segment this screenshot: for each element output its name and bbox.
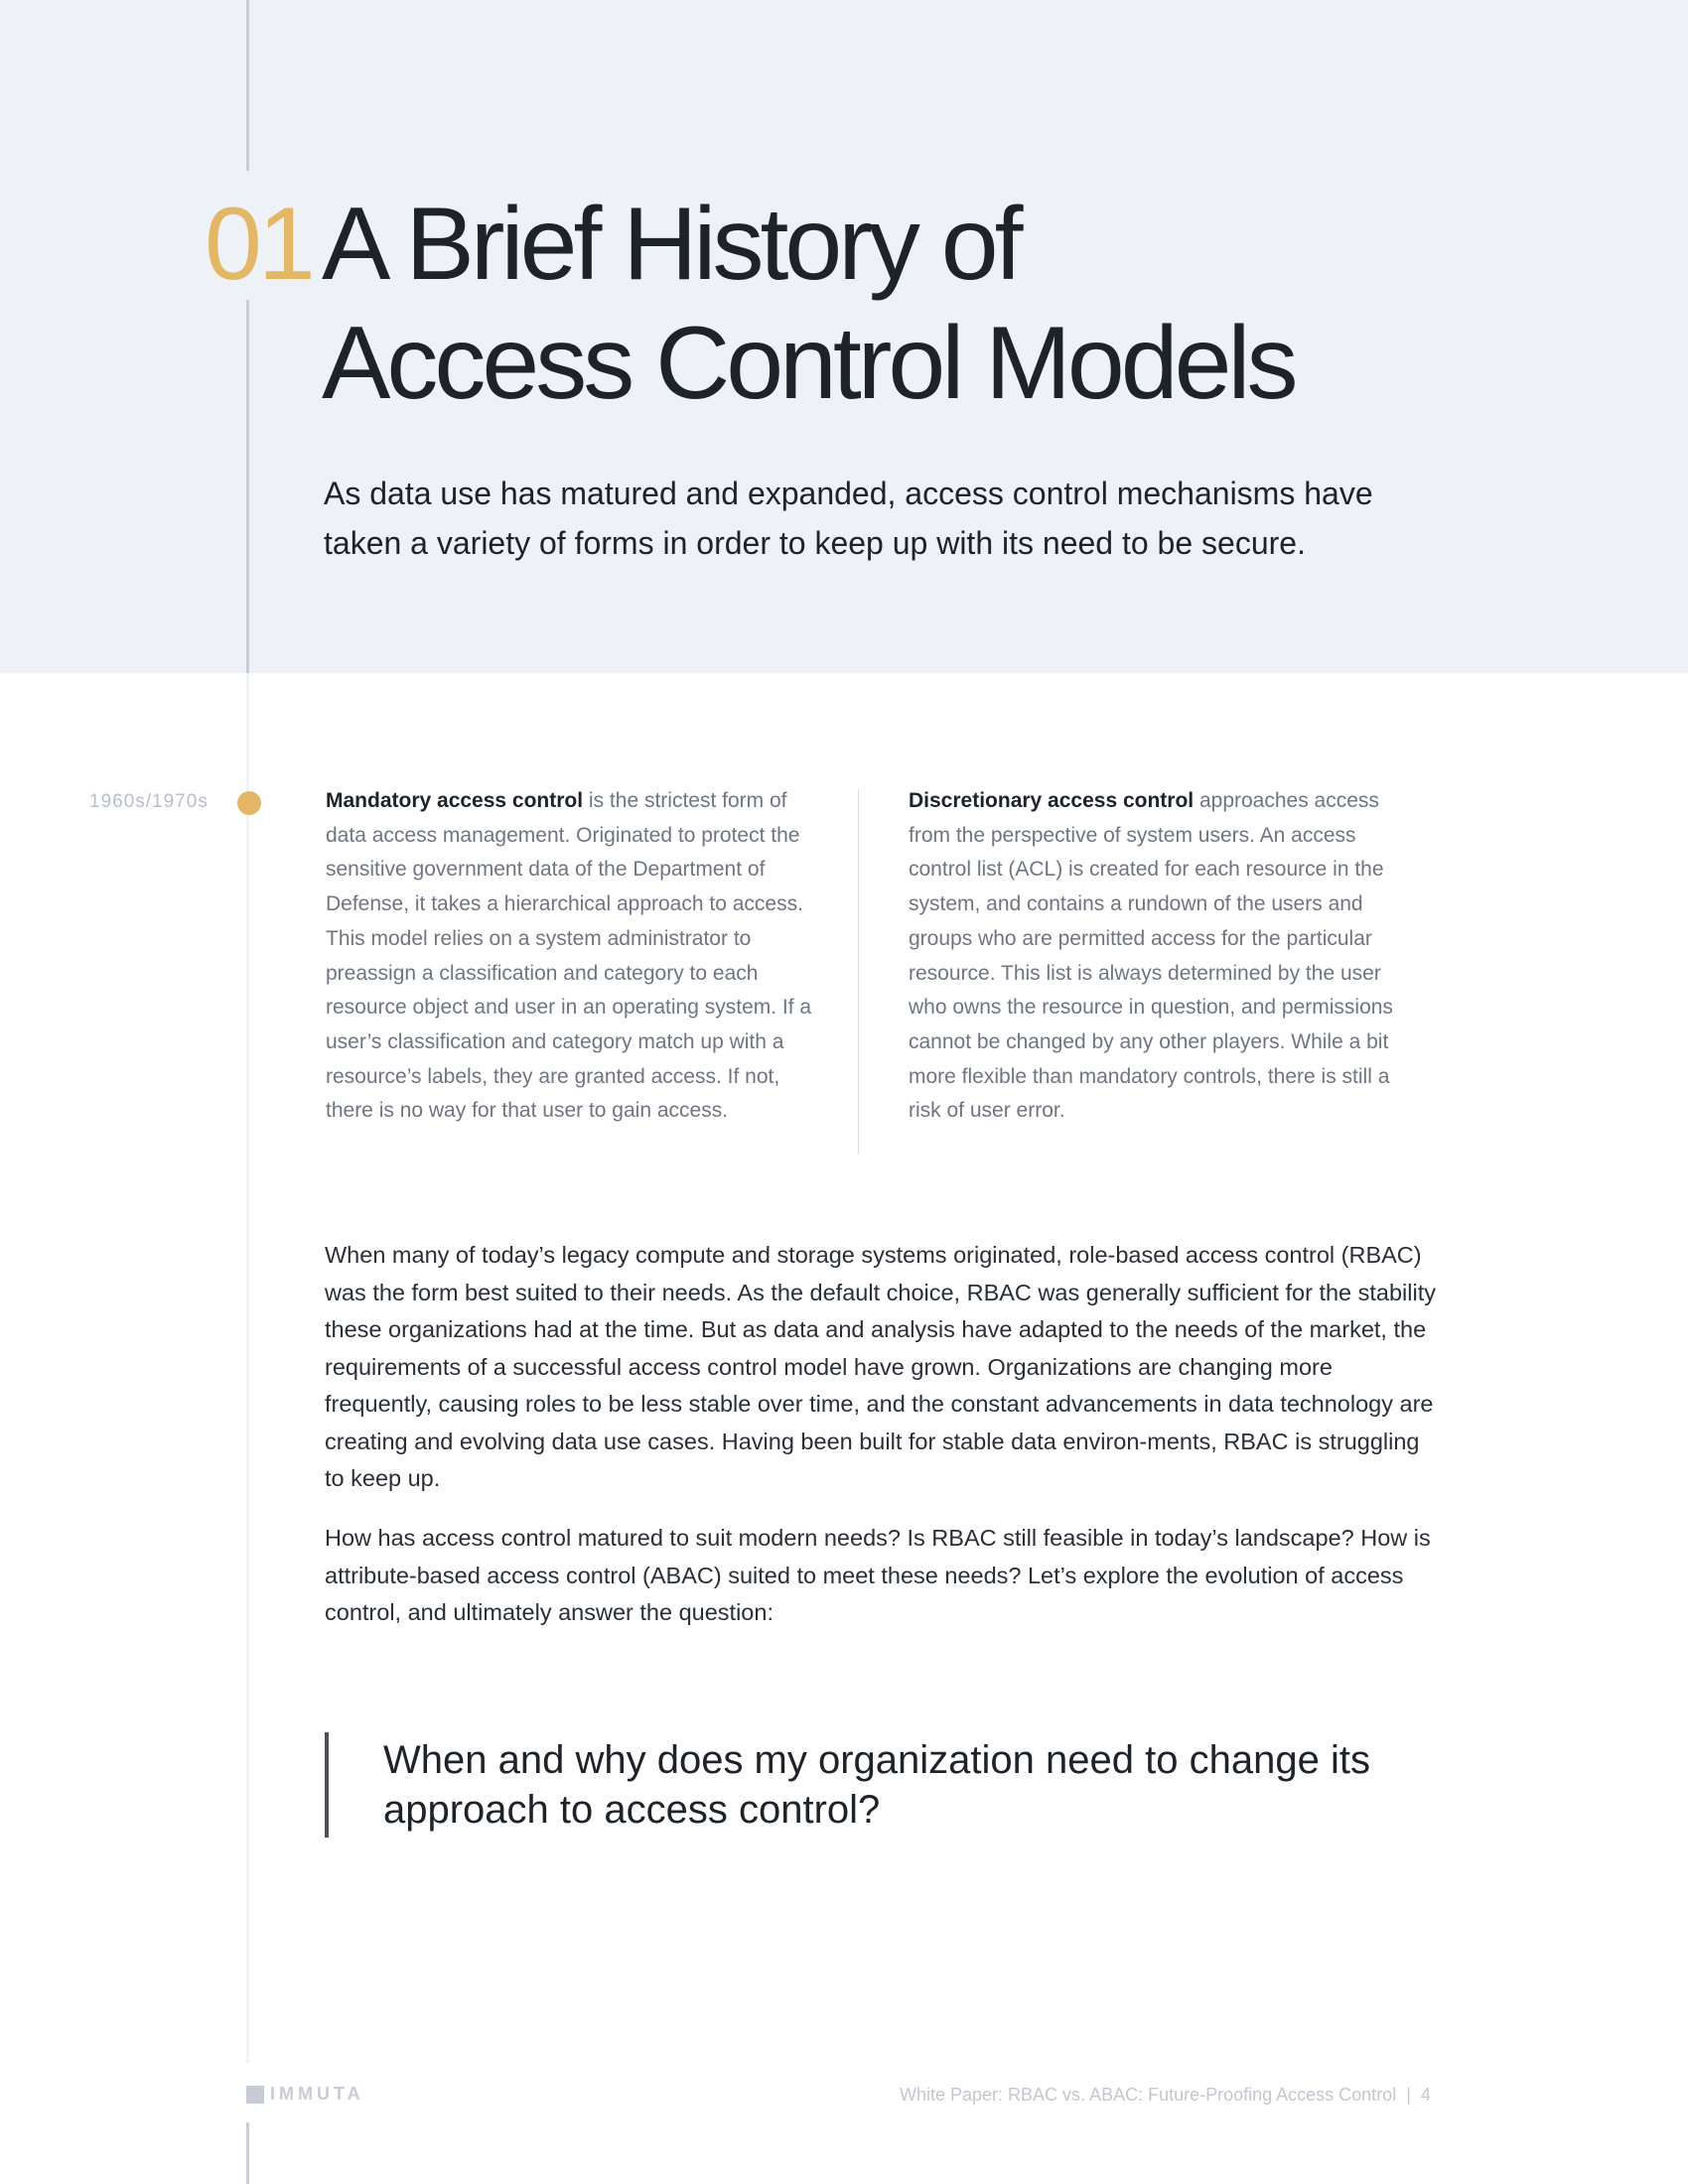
title-line-2: Access Control Models	[322, 306, 1295, 421]
column-text: approaches access from the perspective of system users. An access control list (ACL) is created for each resource in the system, and contains a rundown of the users and groups who are permitted access for the particular resource. This list is always determined by the user who owns the resource in question, and permissions cannot be changed by any other players. While a bit more flexible than mandatory controls, there is still a risk of user error.	[909, 789, 1393, 1123]
column-divider	[858, 789, 859, 1155]
timeline-dot	[237, 791, 261, 815]
column-discretionary-access-control	[909, 784, 1395, 1129]
chapter-number: 01	[205, 187, 312, 302]
title-line-1: A Brief History of	[322, 187, 1020, 302]
pull-quote-bar	[325, 1732, 329, 1838]
timeline-line-body	[246, 673, 249, 2063]
body-paragraph-1: When many of today’s legacy compute and storage systems originated, role-based access control (RBAC) was the form best suited to their needs. As the default choice, RBAC was generally sufficient for the stability these organizations had at the time. But as data and analysis have adapted to the needs of the market, the requirements of a successful access control model have grown. Organizations are changing more frequently, causing roles to be less stable over time, and the constant advancements in data technology are creating and evolving data use cases. Having been built for stable data environ-ments, RBAC is struggling to keep up.	[325, 1242, 1437, 1491]
pull-quote: When and why does my organization need to change its approach to access control?	[383, 1738, 1370, 1832]
era-label: 1960s/1970s	[89, 791, 209, 812]
timeline-line-bottom	[246, 2122, 249, 2184]
column-mandatory-access-control	[326, 784, 812, 1129]
footer-separator: |	[1406, 2085, 1411, 2105]
lede-paragraph: As data use has matured and expanded, access control mechanisms have taken a variety of forms in order to keep up with its need to be secure.	[324, 476, 1373, 561]
page-title	[322, 185, 1295, 423]
company-logo	[246, 2084, 364, 2105]
page-number: 4	[1420, 2085, 1431, 2105]
timeline-line-hero	[246, 300, 249, 673]
column-heading: Discretionary access control	[909, 789, 1195, 812]
footer-doc-title: White Paper: RBAC vs. ABAC: Future-Proofing Access Control	[900, 2085, 1397, 2105]
page-footer	[900, 2085, 1431, 2106]
column-heading: Mandatory access control	[326, 789, 584, 812]
column-text: is the strictest form of data access management. Originated to protect the sensitive government data of the Department of Defense, it takes a hierarchical approach to access. This model relies on a system administrator to preassign a classification and category to each resource object and user in an operating system. If a user’s classification and category match up with a resource’s labels, they are granted access. If not, there is no way for that user to gain access.	[326, 789, 812, 1123]
logo-text: IMMUTA	[270, 2084, 364, 2104]
logo-mark-icon	[246, 2086, 264, 2104]
timeline-line-top	[246, 0, 249, 171]
body-paragraph-2: How has access control matured to suit modern needs? Is RBAC still feasible in today’s landscape? How is attribute-based access control (ABAC) suited to meet these needs? Let’s explore the evolution of access control, and ultimately answer the question:	[325, 1525, 1431, 1625]
